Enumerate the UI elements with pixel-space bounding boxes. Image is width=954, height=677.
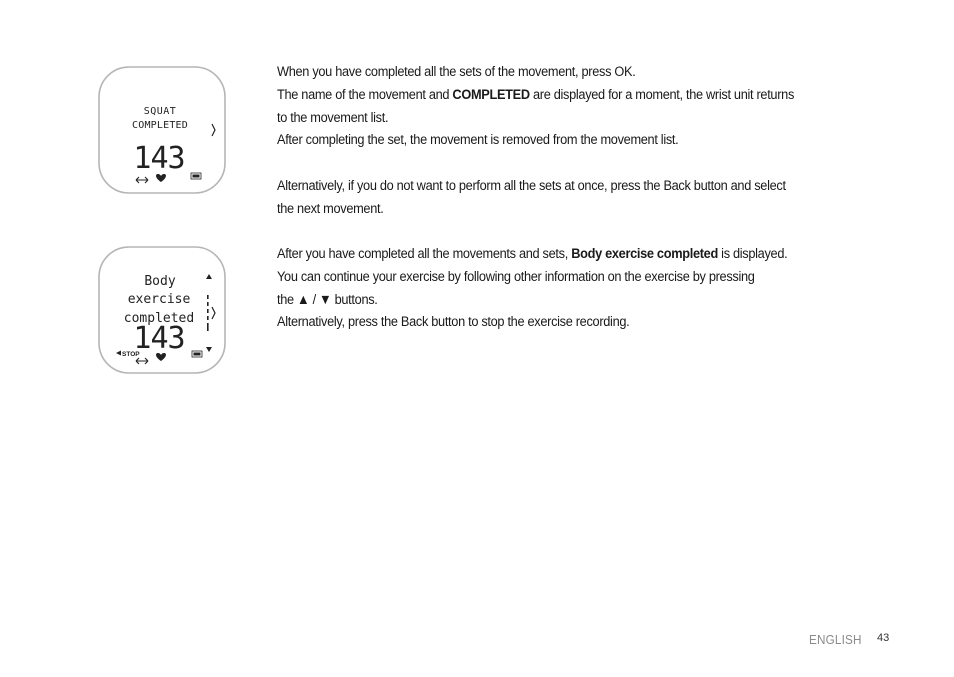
footer-language: ENGLISH [809, 632, 862, 647]
paragraph-line [277, 84, 898, 107]
watch1-heart-rate-number: 143 [133, 141, 185, 176]
paragraph-line: the next movement. [277, 200, 384, 217]
text-span: is displayed. [717, 246, 788, 262]
watch-display-squat-completed [97, 65, 229, 197]
watch2-heart-rate-number: 143 [133, 321, 185, 356]
paragraph-line: After completing the set, the movement is removed from the movement list. [277, 132, 679, 149]
stop-label: STOP [122, 351, 140, 358]
paragraph-line [277, 243, 898, 266]
watch1-line1: SQUAT [143, 106, 177, 117]
instructions-section-1 [277, 61, 897, 221]
text-span: After you have completed all the movements and sets, [277, 246, 572, 262]
bold-term-completed: COMPLETED [452, 86, 530, 103]
paragraph-line: the ▲ / ▼ buttons. [277, 291, 378, 308]
paragraph-line: When you have completed all the sets of the movement, press OK. [277, 64, 636, 80]
paragraph-line: Alternatively, press the Back button to stop the exercise recording. [277, 314, 630, 331]
paragraph-line: You can continue your exercise by following other information on the exercise by pressing [277, 268, 755, 285]
watch2-line2: exercise [127, 292, 191, 307]
instructions-section-2 [277, 243, 897, 334]
paragraph-line: Alternatively, if you do not want to perform all the sets at once, press the Back button and select [277, 178, 786, 195]
watch1-line2: COMPLETED [132, 120, 188, 131]
paragraph-line: to the movement list. [277, 109, 389, 126]
watch-display-body-exercise-completed [97, 245, 229, 377]
text-span: The name of the movement and [277, 86, 453, 103]
bold-term-body-exercise-completed: Body exercise completed [571, 246, 718, 262]
text-span: are displayed for a moment, the wrist unit returns [529, 86, 795, 103]
page-number: 43 [877, 632, 890, 644]
watch2-line1: Body [144, 274, 176, 289]
watch2-line3: completed [123, 311, 195, 326]
